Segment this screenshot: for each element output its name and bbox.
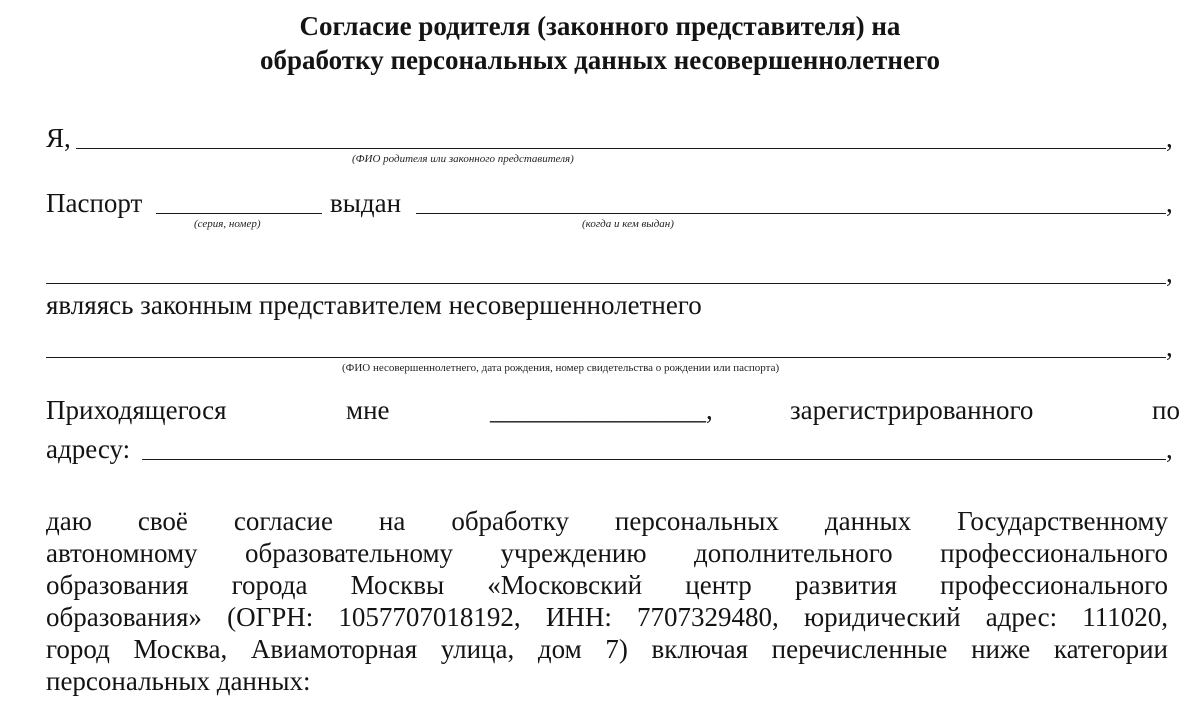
parent-name-label: Я,: [46, 123, 71, 153]
passport-number-field[interactable]: [156, 213, 322, 214]
address-row: [46, 434, 1176, 470]
address-comma: ,: [1166, 434, 1173, 464]
paragraph-line: образования» (ОГРН: 1057707018192, ИНН: 7707329480, юридический адрес: 111020,: [46, 602, 1168, 632]
passport-comma: ,: [1166, 188, 1173, 218]
parent-name-field[interactable]: [76, 148, 1166, 149]
passport-issued-caption: (когда и кем выдан): [582, 218, 674, 230]
parent-name-row: [46, 123, 1176, 165]
paragraph-line: образования города Москвы «Московский центр развития профессионального: [46, 570, 1168, 600]
paragraph-line: автономному образовательному учреждению дополнительного профессионального: [46, 538, 1168, 568]
parent-name-comma: ,: [1166, 123, 1173, 153]
relation-word-1: Приходящегося: [46, 395, 227, 425]
continuation-comma: ,: [1166, 258, 1173, 288]
relation-word-5: по: [1152, 395, 1180, 425]
paragraph-line: персональных данных:: [46, 666, 311, 696]
address-field[interactable]: [142, 459, 1166, 460]
document-title-line-1: Согласие родителя (законного представителя) на: [299, 11, 901, 41]
paragraph-line: город Москва, Авиамоторная улица, дом 7) включая перечисленные ниже категории: [46, 634, 1168, 664]
passport-issued-field[interactable]: [416, 213, 1166, 214]
document-title-line-2: обработку персональных данных несовершеннолетнего: [259, 45, 941, 75]
minor-name-caption: (ФИО несовершеннолетнего, дата рождения, номер свидетельства о рождении или паспорта): [342, 362, 780, 374]
passport-row: [46, 188, 1176, 230]
paragraph-line: даю своё согласие на обработку персональных данных Государственному: [46, 506, 1168, 536]
minor-name-field[interactable]: [46, 357, 1166, 358]
passport-continuation-field[interactable]: [46, 283, 1166, 284]
passport-series-caption: (серия, номер): [194, 218, 261, 230]
minor-name-row: [46, 332, 1176, 374]
relation-field[interactable]: ________________,: [490, 395, 713, 425]
representative-text: являясь законным представителем несовершеннолетнего: [46, 290, 702, 320]
relation-row: [46, 395, 1180, 431]
consent-paragraph: [46, 505, 1168, 697]
issued-label: выдан: [330, 188, 402, 218]
passport-continuation-row: [46, 258, 1176, 294]
relation-word-4: зарегистрированного: [790, 395, 1034, 425]
relation-word-2: мне: [346, 395, 390, 425]
parent-name-caption: (ФИО родителя или законного представителя): [352, 153, 574, 165]
minor-name-comma: ,: [1166, 332, 1173, 362]
passport-label: Паспорт: [46, 188, 143, 218]
address-label: адресу:: [46, 434, 131, 464]
representative-row: [46, 290, 1176, 326]
